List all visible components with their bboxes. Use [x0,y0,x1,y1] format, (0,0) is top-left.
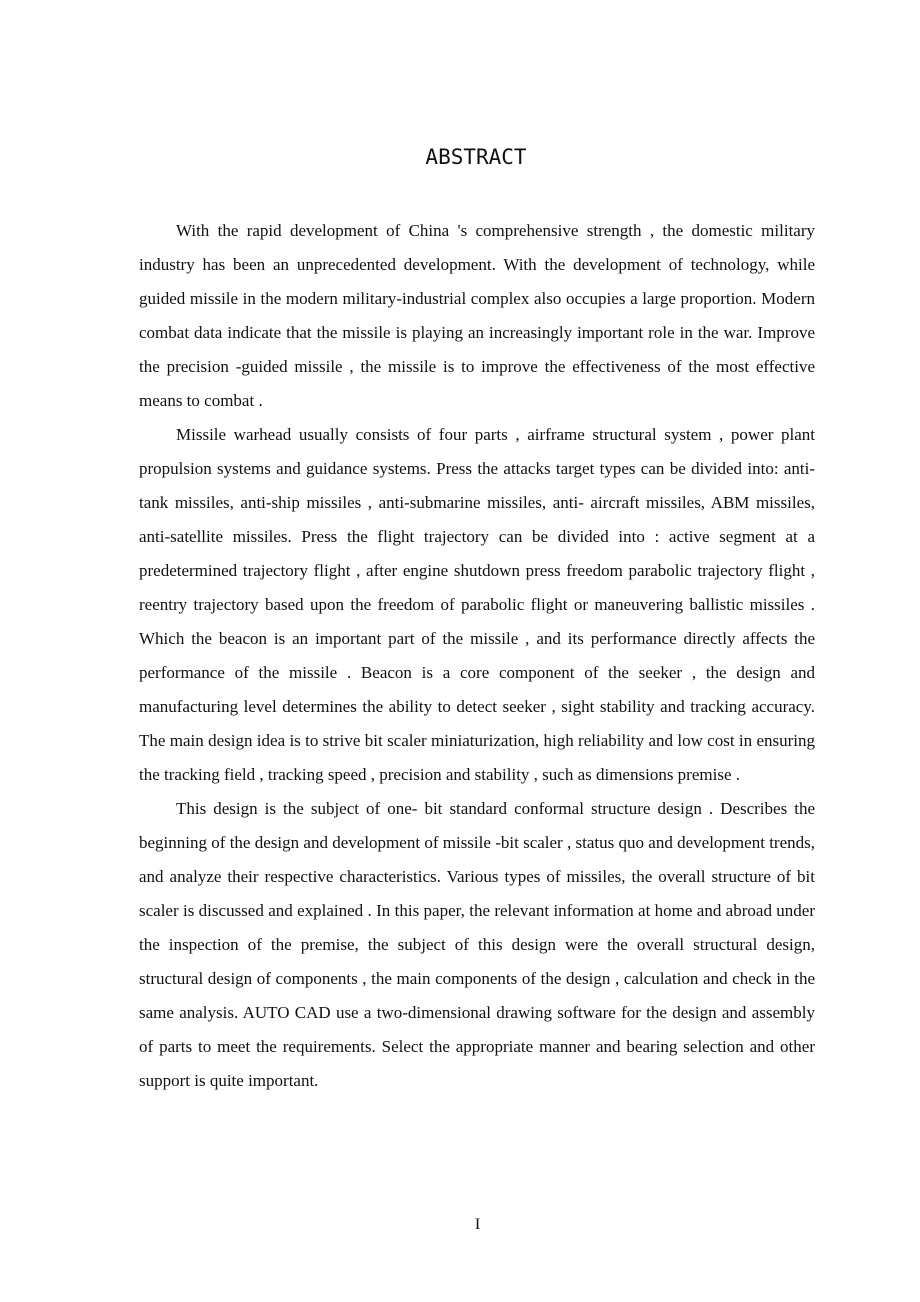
abstract-paragraph-3: This design is the subject of one- bit standard conformal structure design . Describes the beginning of the design and development of missile -bit scaler , status quo and development trends, and analyze their respective characteristics. Various types of missiles, the overall structure of bit scaler is discussed and explained . In this paper, the relevant information at home and abroad under the inspection of the premise, the subject of this design were the overall structural design, structural design of components , the main components of the design , calculation and check in the same analysis. AUTO CAD use a two-dimensional drawing software for the design and assembly of parts to meet the requirements. Select the appropriate manner and bearing selection and other support is quite important. [139,799,815,1090]
abstract-body [139,214,815,1098]
page-number: I [474,1216,481,1233]
abstract-paragraph-1: With the rapid development of China 's comprehensive strength , the domestic military industry has been an unprecedented development. With the development of technology, while guided missile in the modern military-industrial complex also occupies a large proportion. Modern combat data indicate that the missile is playing an increasingly important role in the war. Improve the precision -guided missile , the missile is to improve the effectiveness of the most effective means to combat . [139,221,815,410]
page-title: ABSTRACT [425,145,527,169]
abstract-paragraph-2: Missile warhead usually consists of four parts , airframe structural system , power plant propulsion systems and guidance systems. Press the attacks target types can be divided into: anti-tank missiles, anti-ship missiles , anti-submarine missiles, anti- aircraft missiles, ABM missiles, anti-satellite missiles. Press the flight trajectory can be divided into : active segment at a predetermined trajectory flight , after engine shutdown press freedom parabolic trajectory flight , reentry trajectory based upon the freedom of parabolic flight or maneuvering ballistic missiles . Which the beacon is an important part of the missile , and its performance directly affects the performance of the missile . Beacon is a core component of the seeker , the design and manufacturing level determines the ability to detect seeker , sight stability and tracking accuracy. The main design idea is to strive bit scaler miniaturization, high reliability and low cost in ensuring the tracking field , tracking speed , precision and stability , such as dimensions premise . [139,425,815,784]
